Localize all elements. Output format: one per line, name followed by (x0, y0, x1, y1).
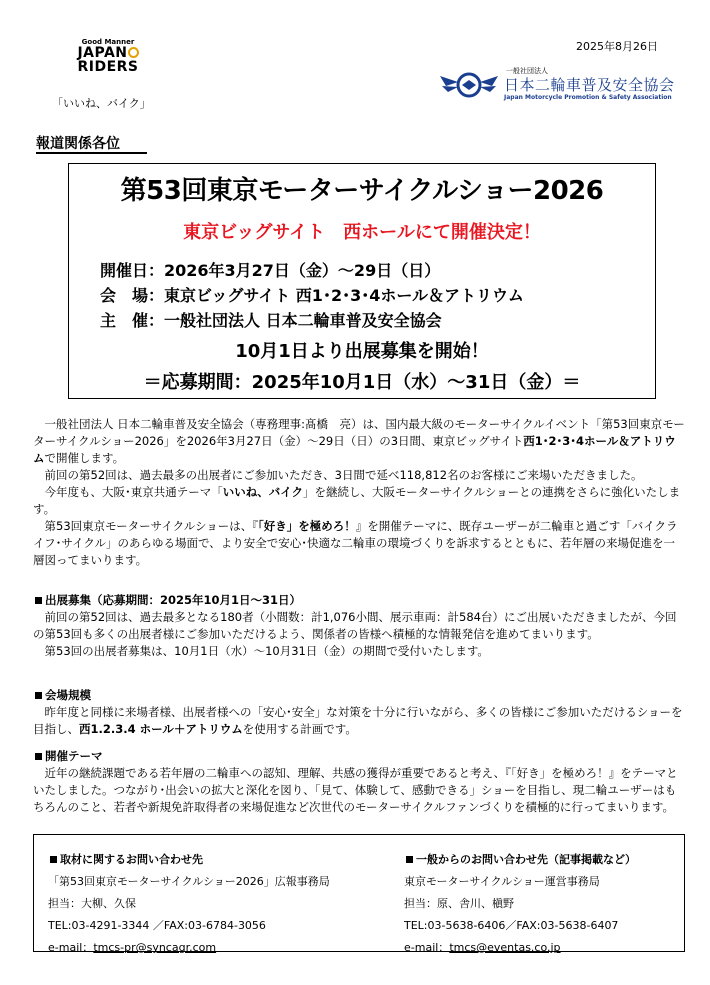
scale-tail: を使用する計画です。 (242, 722, 357, 736)
contact-title (48, 849, 330, 871)
intro-p1-tail: で開催します。 (44, 451, 125, 465)
logo-riders: RIDERS (77, 59, 139, 75)
contact-title-text: 取材に関するお問い合わせ先 (60, 853, 203, 866)
contact-staff: 担当：原、舎川、槇野 (404, 897, 514, 910)
section-venue-scale (33, 687, 685, 738)
event-dates: 開催日：2026年3月27日（金）～29日（日） (100, 261, 441, 280)
recipient-underline (36, 152, 147, 154)
org-type: 一般社団法人 (506, 67, 548, 75)
email-link[interactable]: tmcs-pr@syncagr.com (93, 941, 217, 954)
section-theme (33, 748, 685, 816)
email-label: e-mail： (48, 941, 94, 954)
contact-email-row (48, 937, 330, 959)
intro-p3-theme: いいね、バイク (222, 485, 304, 499)
scale-halls: 西1.2.3.4 ホール＋アトリウム (79, 722, 243, 736)
org-logo (438, 66, 688, 106)
contact-phone: TEL:03-5638-6406／FAX:03-5638-6407 (404, 919, 619, 932)
section-title-text: 開催テーマ (45, 749, 103, 763)
contact-email-row (404, 937, 636, 959)
general-contact (404, 849, 636, 959)
bullet-square-icon (406, 856, 413, 863)
bullet-square-icon (35, 692, 42, 699)
email-link[interactable]: tmcs@eventas.co.jp (449, 941, 561, 954)
intro-p4-text: 第53回東京モーターサイクルショーは、『 (33, 519, 259, 533)
org-name-en: Japan Motorcycle Promotion & Safety Association (504, 94, 672, 101)
logo-japan-text: JAPAN (77, 45, 128, 61)
intro-text (33, 416, 685, 569)
contact-title-text: 一般からのお問い合わせ先（記事掲載など） (416, 853, 636, 866)
logo-japan-line (58, 46, 158, 60)
tagline: 「いいね、バイク」 (52, 97, 151, 110)
org-name: 日本二輪車普及安全協会 (504, 76, 675, 94)
section-paragraph: 前回の第52回は、過去最多となる180者（小間数：計1,076小間、展示車両：計584台）にご出展いただきましたが、今回の第53回も多くの出展者様にご参加いただけるよう、関係者の皆様へ積極的な情報発信を進めてまいります。 (33, 610, 677, 641)
bullet-square-icon (35, 597, 42, 604)
scale-text: 昨年度と同様に来場者様、出展者様への「安心･安全」な対策を十分に行いながら、多くの皆様にご参加いただけるショーを目指し、 (33, 705, 683, 736)
org-wing-logo-icon (438, 66, 500, 106)
recruit-start: 10月1日より出展募集を開始！ (235, 341, 489, 362)
japan-riders-logo-icon (58, 38, 158, 74)
contact-staff: 担当：大柳、久保 (48, 897, 136, 910)
intro-paragraph (33, 518, 685, 569)
intro-paragraph: 前回の第52回は、過去最多の出展者にご参加いただき、3日間で延べ118,812名のお客様にご来場いただきました。 (33, 468, 643, 482)
logo-good-manner: Good Manner (81, 38, 135, 46)
section-title (33, 748, 685, 765)
recipient-heading: 報道関係各位 (36, 136, 120, 152)
intro-paragraph (33, 484, 685, 518)
event-host: 主 催：一般社団法人 日本二輪車普及安全協会 (100, 311, 442, 330)
section-paragraph (33, 704, 685, 738)
section-title-text: 出展募集（応募期間：2025年10月1日～31日） (45, 593, 302, 607)
email-label: e-mail： (404, 941, 450, 954)
venue-announcement: 東京ビッグサイト 西ホールにて開催決定！ (183, 222, 541, 243)
section-title-text: 会場規模 (45, 688, 91, 702)
section-title (33, 687, 685, 704)
event-title: 第53回東京モーターサイクルショー2026 (120, 176, 604, 206)
contact-office: 東京モーターサイクルショー運営事務局 (404, 875, 600, 888)
intro-p4-theme: 「好き」を極めろ！ (258, 519, 356, 533)
bullet-square-icon (35, 753, 42, 760)
intro-p1-venue: 西1･2･3･4ホール＆アトリウム (33, 434, 676, 465)
recruit-period: ＝応募期間：2025年10月1日（水）～31日（金）＝ (143, 372, 581, 393)
event-venue: 会 場：東京ビッグサイト 西1･2･3･4ホール＆アトリウム (100, 286, 524, 305)
contact-box (33, 834, 685, 952)
intro-paragraph (33, 416, 685, 467)
contact-office: 「第53回東京モーターサイクルショー2026」広報事務局 (48, 875, 330, 888)
release-date: 2025年8月26日 (576, 40, 658, 53)
section-paragraph: 第53回の出展者募集は、10月1日（水）～10月31日（金）の期間で受付いたします。 (33, 644, 489, 658)
press-contact (48, 849, 330, 959)
section-recruitment (33, 592, 685, 660)
intro-p1-text: 一般社団法人 日本二輪車普及安全協会（専務理事:髙橋 亮）は、国内最大級のモーターサイクルイベント「第53回東京モーターサイクルショー2026」を2026年3月27日（金）～29日（日）の3日間、東京ビッグサイト (33, 417, 685, 448)
intro-p3-tail: 」を継続し、大阪モーターサイクルショーとの連携をさらに強化いたします。 (33, 485, 681, 516)
contact-phone: TEL:03-4291-3344 ／FAX:03-6784-3056 (48, 919, 266, 932)
logo-o-ring-icon (128, 47, 139, 58)
bullet-square-icon (50, 856, 57, 863)
contact-title (404, 849, 636, 871)
intro-p3-text: 今年度も、大阪･東京共通テーマ「 (33, 485, 223, 499)
section-title (33, 592, 685, 609)
intro-p4-tail: 』を開催テーマに、既存ユーザーが二輪車と過ごす「バイクライフ･サイクル」のあらゆる場面で、より安全で安心･快適な二輪車の環境づくりを訴求するとともに、若年層の来場促進を一層図ってまいります。 (33, 519, 678, 567)
section-paragraph: 近年の継続課題である若年層の二輪車への認知、理解、共感の獲得が重要であると考え、『「好き」を極めろ！』をテーマといたしました。つながり･出会いの拡大と深化を図り、「見て、体験して、感動できる」ショーを目指し、現二輪ユーザーはもちろんのこと、若者や新規免許取得者の来場促進など次世代のモーターサイクルファンづくりを積極的に行ってまいります。 (33, 766, 678, 814)
